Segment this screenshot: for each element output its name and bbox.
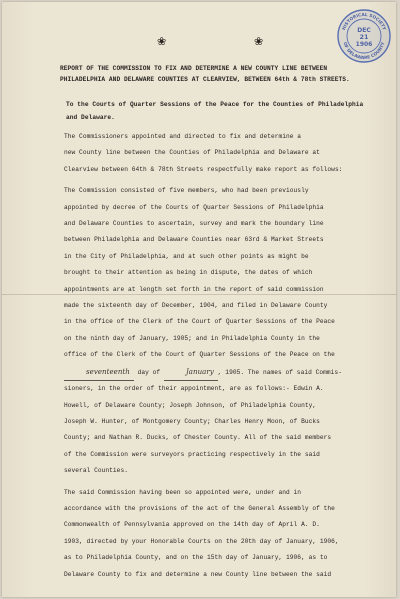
text-line: Clearview between 64th & 78th Streets respectfully make report as follows:	[64, 165, 343, 173]
seal-month: DEC	[357, 27, 371, 34]
fleuron-left-icon: ❀	[157, 35, 167, 48]
text-line: brought to their attention as being in dispute, the dates of which	[64, 269, 313, 277]
text-line: The Commissioners appointed and directed to fix and determine a	[64, 133, 302, 140]
text-line: in the office of the Clerk of the Court of Quarter Sessions of the Peace	[64, 318, 335, 326]
document-body	[46, 64, 366, 583]
handwritten-month: January	[164, 364, 218, 381]
text-line: on the ninth day of January, 1905; and in Philadelphia County in the	[64, 334, 320, 342]
paragraph-1	[46, 129, 366, 178]
text-line: County; and Nathan R. Ducks, of Chester County. All of the said members	[64, 434, 332, 442]
text-line: Delaware County to fix and determine a new County line between the said	[64, 570, 332, 578]
report-title: REPORT OF THE COMMISSION TO FIX AND DETERMINE A NEW COUNTY LINE BETWEEN PHILADELPHIA AND DELAWARE COUNTIES AT CLEARVIEW, BETWEEN 64th & 78th STREETS.	[60, 65, 350, 83]
handwritten-day: seventeenth	[64, 364, 134, 381]
text-line: several Counties.	[64, 467, 128, 475]
paragraph-3	[46, 485, 366, 583]
text-line: accordance with the provisions of the act of the General Assembly of the	[64, 504, 335, 512]
text-line: Joseph W. Hunter, of Montgomery County; Charles Henry Moon, of Bucks	[64, 417, 320, 425]
date-day-of: day of	[137, 368, 161, 376]
seal-year: 1906	[355, 41, 373, 48]
historical-society-seal-stamp	[336, 8, 392, 64]
fleuron-right-icon: ❀	[254, 35, 264, 48]
seal-day: 21	[359, 33, 369, 41]
text-line: new County line between the Counties of Philadelphia and Delaware at	[64, 149, 320, 157]
text-line: Commonwealth of Pennsylvania approved on the 14th day of April A. D.	[64, 521, 320, 529]
text-line: office of the Clerk of the Court of Quarter Sessions of the Peace on the	[64, 351, 335, 359]
text-line: sioners, in the order of their appointment, are as follows:- Edwin A.	[64, 385, 324, 393]
date-line-tail: , 1905. The names of said Commis-	[217, 368, 342, 376]
seal-ring-top-text: HISTORICAL SOCIETY	[341, 12, 387, 32]
paragraph-2	[46, 183, 366, 479]
text-line: as to Philadelphia County, and on the 15th day of January, 1906, as to	[64, 554, 328, 562]
text-line: in the City of Philadelphia, and at such other points as might be	[64, 252, 309, 260]
text-line: between Philadelphia and Delaware Counties near 63rd & Market Streets	[64, 236, 324, 244]
text-line: appointments are at length set forth in the report of said commission	[64, 285, 324, 293]
text-line: 1903, directed by your Honorable Courts on the 20th day of January, 1906,	[64, 537, 339, 545]
text-line: and Delaware Counties to ascertain, survey and mark the boundary line	[64, 220, 324, 228]
text-line: Howell, of Delaware County; Joseph Johnson, of Philadelphia County,	[64, 401, 317, 409]
date-line	[46, 364, 366, 381]
text-line: The said Commission having been so appointed were, under and in	[64, 488, 302, 496]
seal-ring-bottom-text: OF DELAWARE COUNTY	[341, 41, 387, 62]
document-page	[2, 2, 396, 597]
text-line: appointed by decree of the Courts of Quarter Sessions of Philadelphia	[64, 203, 324, 211]
text-line: of the Commission were surveyors practicing respectively in the said	[64, 450, 320, 458]
text-line: The Commission consisted of five members, who had been previously	[64, 187, 309, 195]
addressee-line: To the Courts of Quarter Sessions of the Peace for the Counties of Philadelphia and Delaware.	[66, 101, 364, 121]
text-line: made the sixteenth day of December, 1904, and filed in Delaware County	[64, 302, 328, 310]
